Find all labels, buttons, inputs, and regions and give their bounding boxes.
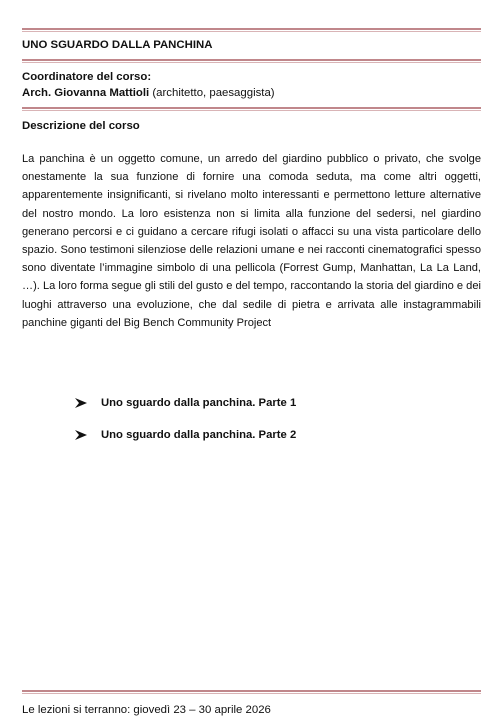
arrow-bullet-icon bbox=[74, 397, 88, 409]
page-title: UNO SGUARDO DALLA PANCHINA bbox=[22, 39, 213, 51]
lesson-label: Uno sguardo dalla panchina. Parte 1 bbox=[101, 397, 297, 409]
coordinator-name: Arch. Giovanna Mattioli bbox=[22, 87, 150, 99]
title-rule bbox=[22, 59, 481, 63]
top-rule bbox=[22, 28, 481, 32]
coordinator-line bbox=[22, 86, 275, 101]
coordinator-rule bbox=[22, 107, 481, 111]
footer-text: Le lezioni si terranno: giovedì 23 – 30 aprile 2026 bbox=[22, 704, 271, 716]
description-body: La panchina è un oggetto comune, un arredo del giardino pubblico o privato, che svolge onestamente la sua funzione di fornire una comoda seduta, ma come altri oggetti, apparentemente insignificanti, si rivelano molto interessanti e permettono letture alternative del nostro mondo. La loro esistenza non si limita alla funzione del sedersi, nel giardino generano percorsi e ci guidano a cercare rifugi isolati o affacci su una vista particolare dello spazio. Sono testimoni silenziose delle relazioni umane e nei racconti cinematografici spesso sono diventate l’immagine simbolo di una pellicola (Forrest Gump, Manhattan, La La Land, …). La loro forma segue gli stili del gusto e del tempo, raccontando la storia del giardino e dei luoghi attraverso una evoluzione, che dal sedile di pietra e arrivata alle instagrammabili panchine giganti del Big Bench Community Project bbox=[22, 153, 481, 329]
lesson-item-2 bbox=[74, 429, 296, 441]
coordinator-heading: Coordinatore del corso: bbox=[22, 71, 152, 83]
description-heading: Descrizione del corso bbox=[22, 120, 140, 132]
arrow-bullet-icon bbox=[74, 429, 88, 441]
lesson-label: Uno sguardo dalla panchina. Parte 2 bbox=[101, 429, 297, 441]
coordinator-role: (architetto, paesaggista) bbox=[149, 87, 275, 99]
lesson-item-1 bbox=[74, 397, 296, 409]
footer-rule bbox=[22, 690, 481, 694]
